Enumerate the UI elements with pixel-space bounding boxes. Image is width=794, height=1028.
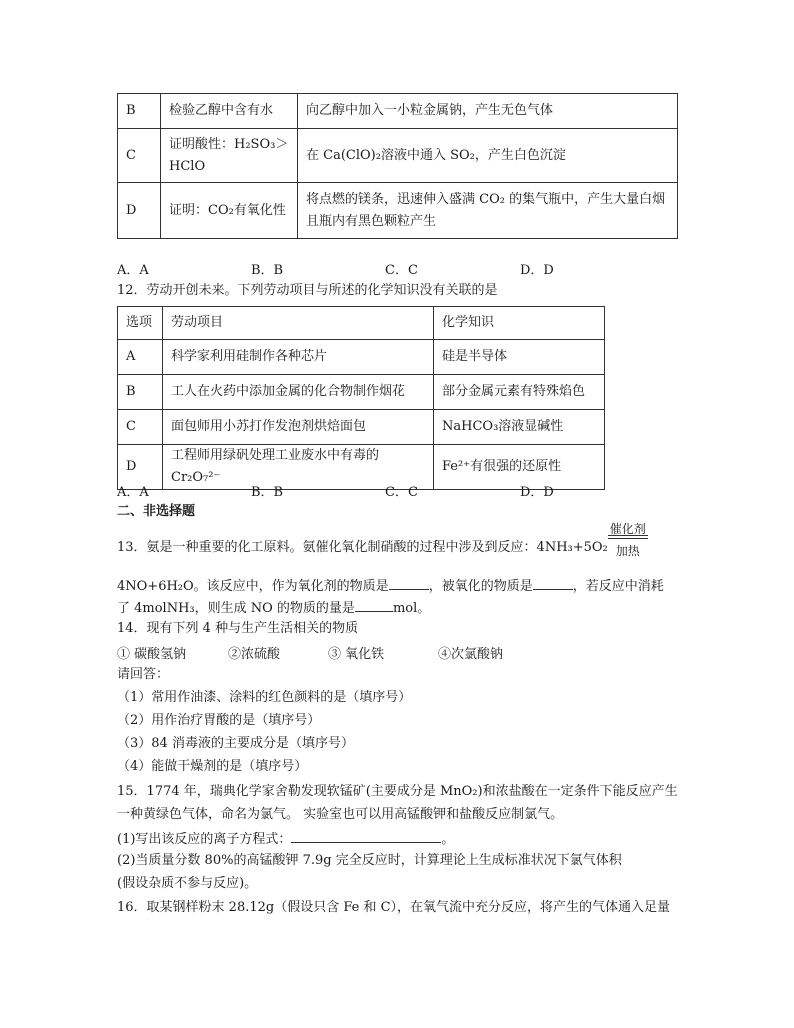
q13-text: ，被氧化的物质是 <box>428 579 533 594</box>
q13-text: 4NO+6H₂O。该反应中，作为氧化剂的物质是 <box>117 579 389 594</box>
q14-stem: 14．现有下列 4 种与生产生活相关的物质 <box>117 621 359 636</box>
q15-line: (2)当质量分数 80%的高锰酸钾 7.9g 完全反应时，计算理论上生成标准状况下氯气体积 <box>117 853 622 868</box>
answer-blank[interactable] <box>291 828 441 843</box>
table-row <box>118 94 678 129</box>
q13-text: 了 4molNH₃，则生成 NO 的物质的量是 <box>117 601 355 616</box>
table-row <box>118 340 605 375</box>
table-row <box>118 183 678 239</box>
q14-item: （4）能做干燥剂的是（填序号） <box>117 759 308 774</box>
labor-cell: 面包师用小苏打作发泡剂烘焙面包 <box>163 410 434 445</box>
option-cell: D <box>118 445 163 490</box>
equal-sign <box>608 535 648 536</box>
knowledge-cell: NaHCO₃溶液显碱性 <box>434 410 605 445</box>
method-line: 将点燃的镁条，迅速伸入盛满 CO₂ 的集气瓶中，产生大量白烟 <box>306 191 666 207</box>
q12-stem: 12．劳动开创未来。下列劳动项目与所述的化学知识没有关联的是 <box>117 283 498 298</box>
catalyst-label: 催化剂 <box>609 522 646 536</box>
option-cell: D <box>118 183 161 239</box>
labor-cell: 科学家利用硅制作各种芯片 <box>163 340 434 375</box>
substance-1: ① 碳酸氢钠 <box>117 647 187 662</box>
q13-text: 13．氨是一种重要的化工原料。氨催化氧化制硝酸的过程中涉及到反应：4NH₃+5O₂ <box>117 540 608 555</box>
answer-blank[interactable] <box>355 597 393 612</box>
purpose-cell: 证明：CO₂有氧化性 <box>161 183 298 239</box>
q15-line: 一种黄绿色气体，命名为氯气。 实验室也可以用高锰酸钾和盐酸反应制氯气。 <box>117 807 564 822</box>
q14-item: （3）84 消毒液的主要成分是（填序号） <box>117 736 354 751</box>
answer-blank[interactable] <box>533 575 573 590</box>
header-cell: 选项 <box>118 307 163 340</box>
q14-item: （1）常用作油漆、涂料的红色颜料的是（填序号） <box>117 690 412 705</box>
table-row <box>118 375 605 410</box>
q13-text: ，若反应中消耗 <box>572 579 664 594</box>
option-c[interactable]: C．C <box>385 263 418 278</box>
option-cell: B <box>118 94 161 129</box>
method-line: 且瓶内有黑色颗粒产生 <box>306 213 437 229</box>
option-d[interactable]: D．D <box>520 263 554 278</box>
answer-blank[interactable] <box>389 575 429 590</box>
method-cell: 向乙醇中加入一小粒金属钠，产生无色气体 <box>298 94 678 129</box>
knowledge-cell: 部分金属元素有特殊焰色 <box>434 375 605 410</box>
q15-text: 。 <box>441 832 455 847</box>
purpose-line: HClO <box>169 158 206 174</box>
knowledge-cell: 硅是半导体 <box>434 340 605 375</box>
option-b[interactable]: B．B <box>251 485 284 500</box>
purpose-line: 证明酸性：H₂SO₃＞ <box>169 136 289 152</box>
labor-cell: 工人在火药中添加金属的化合物制作烟花 <box>163 375 434 410</box>
option-c[interactable]: C．C <box>385 485 418 500</box>
method-cell: 在 Ca(ClO)₂溶液中通入 SO₂，产生白色沉淀 <box>298 129 678 183</box>
experiment-table <box>117 93 678 239</box>
labor-table <box>117 306 605 490</box>
equal-sign <box>608 538 648 539</box>
q14-item: （2）用作治疗胃酸的是（填序号） <box>117 713 321 728</box>
option-cell: A <box>118 340 163 375</box>
q16-line: 16．取某钢样粉末 28.12g（假设只含 Fe 和 C），在氧气流中充分反应，将产生的气体通入足量 <box>117 900 671 915</box>
option-d[interactable]: D．D <box>520 485 554 500</box>
option-b[interactable]: B．B <box>251 263 284 278</box>
substance-4: ④次氯酸钠 <box>438 647 504 662</box>
table-row <box>118 410 605 445</box>
reaction-condition <box>608 522 648 558</box>
header-cell: 化学知识 <box>434 307 605 340</box>
option-a[interactable]: A．A <box>117 485 149 500</box>
knowledge-cell: Fe²⁺有很强的还原性 <box>434 445 605 490</box>
labor-cell: 工程师用绿矾处理工业废水中有毒的 Cr₂O₇²⁻ <box>163 445 434 490</box>
option-cell: C <box>118 129 161 183</box>
substance-2: ②浓硫酸 <box>228 647 281 662</box>
substance-3: ③ 氧化铁 <box>328 647 385 662</box>
q15-line: (假设杂质不参与反应)。 <box>117 876 258 891</box>
method-cell <box>298 183 678 239</box>
q13-text: mol。 <box>392 601 431 616</box>
table-row <box>118 129 678 183</box>
purpose-cell <box>161 129 298 183</box>
q14-prompt: 请回答： <box>117 667 170 682</box>
q13-line1 <box>117 522 648 558</box>
table-header-row <box>118 307 605 340</box>
q15-line <box>117 828 454 850</box>
option-cell: C <box>118 410 163 445</box>
header-cell: 劳动项目 <box>163 307 434 340</box>
q15-text: (1)写出该反应的离子方程式： <box>117 832 292 847</box>
q15-line: 15．1774 年，瑞典化学家舍勒发现软锰矿(主要成分是 MnO₂)和浓盐酸在一定条件下能反应产生 <box>117 784 678 799</box>
option-a[interactable]: A．A <box>117 263 149 278</box>
purpose-cell: 检验乙醇中含有水 <box>161 94 298 129</box>
q13-line2 <box>117 575 664 597</box>
section-title: 二、非选择题 <box>117 504 196 519</box>
option-cell: B <box>118 375 163 410</box>
heating-label: 加热 <box>615 544 640 558</box>
q13-line3 <box>117 597 430 619</box>
